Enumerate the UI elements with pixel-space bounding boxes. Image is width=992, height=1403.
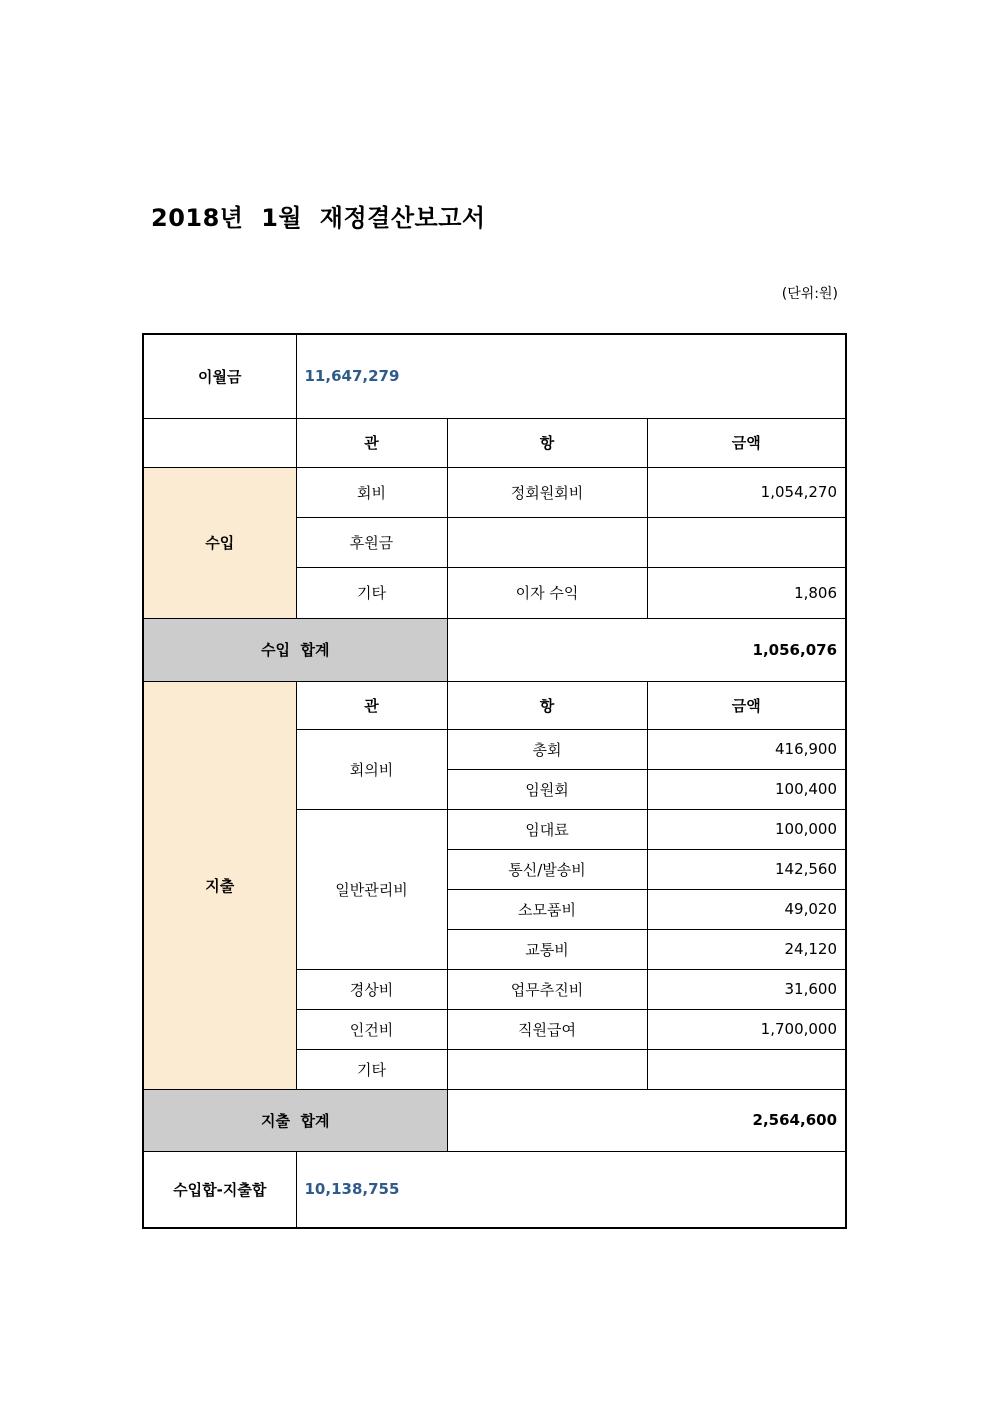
table-row	[143, 467, 846, 517]
expense-hang: 소모품비	[447, 889, 647, 929]
finance-report-table	[142, 333, 847, 1229]
header-hang: 항	[447, 681, 647, 729]
expense-hang: 임대료	[447, 809, 647, 849]
expense-hang: 직원급여	[447, 1009, 647, 1049]
carryover-row	[143, 334, 846, 418]
header-gwan: 관	[296, 681, 447, 729]
expense-total-row	[143, 1089, 846, 1151]
income-amount: 1,054,270	[647, 467, 846, 517]
income-gwan: 후원금	[296, 517, 447, 567]
header-blank-cell	[143, 418, 296, 467]
expense-total-value: 2,564,600	[447, 1089, 846, 1151]
income-amount	[647, 517, 846, 567]
balance-label: 수입합-지출합	[143, 1151, 296, 1228]
income-hang: 이자 수익	[447, 567, 647, 618]
income-gwan: 회비	[296, 467, 447, 517]
income-gwan: 기타	[296, 567, 447, 618]
unit-note: (단위:원)	[781, 286, 838, 302]
header-amount: 금액	[647, 681, 846, 729]
expense-amount: 24,120	[647, 929, 846, 969]
expense-hang: 업무추진비	[447, 969, 647, 1009]
expense-gwan: 인건비	[296, 1009, 447, 1049]
expense-amount: 100,400	[647, 769, 846, 809]
expense-gwan: 경상비	[296, 969, 447, 1009]
expense-amount	[647, 1049, 846, 1089]
expense-amount: 49,020	[647, 889, 846, 929]
income-category-label: 수입	[143, 467, 296, 618]
header-amount: 금액	[647, 418, 846, 467]
expense-hang	[447, 1049, 647, 1089]
expense-gwan: 회의비	[296, 729, 447, 809]
header-hang: 항	[447, 418, 647, 467]
balance-row	[143, 1151, 846, 1228]
income-amount: 1,806	[647, 567, 846, 618]
expense-hang: 총회	[447, 729, 647, 769]
expense-hang: 교통비	[447, 929, 647, 969]
income-hang	[447, 517, 647, 567]
balance-value: 10,138,755	[296, 1151, 846, 1228]
expense-amount: 100,000	[647, 809, 846, 849]
report-title: 2018년 1월 재정결산보고서	[151, 204, 486, 232]
expense-total-label: 지출 합계	[143, 1089, 447, 1151]
expense-gwan: 기타	[296, 1049, 447, 1089]
income-hang: 정회원회비	[447, 467, 647, 517]
income-total-row	[143, 618, 846, 681]
expense-amount: 416,900	[647, 729, 846, 769]
income-total-value: 1,056,076	[447, 618, 846, 681]
expense-amount: 142,560	[647, 849, 846, 889]
expense-hang: 임원회	[447, 769, 647, 809]
expense-amount: 1,700,000	[647, 1009, 846, 1049]
expense-category-label: 지출	[143, 681, 296, 1089]
expense-hang: 통신/발송비	[447, 849, 647, 889]
expense-header-row	[143, 681, 846, 729]
expense-amount: 31,600	[647, 969, 846, 1009]
expense-gwan: 일반관리비	[296, 809, 447, 969]
income-header-row	[143, 418, 846, 467]
income-total-label: 수입 합계	[143, 618, 447, 681]
header-gwan: 관	[296, 418, 447, 467]
carryover-value: 11,647,279	[296, 334, 846, 418]
carryover-label: 이월금	[143, 334, 296, 418]
